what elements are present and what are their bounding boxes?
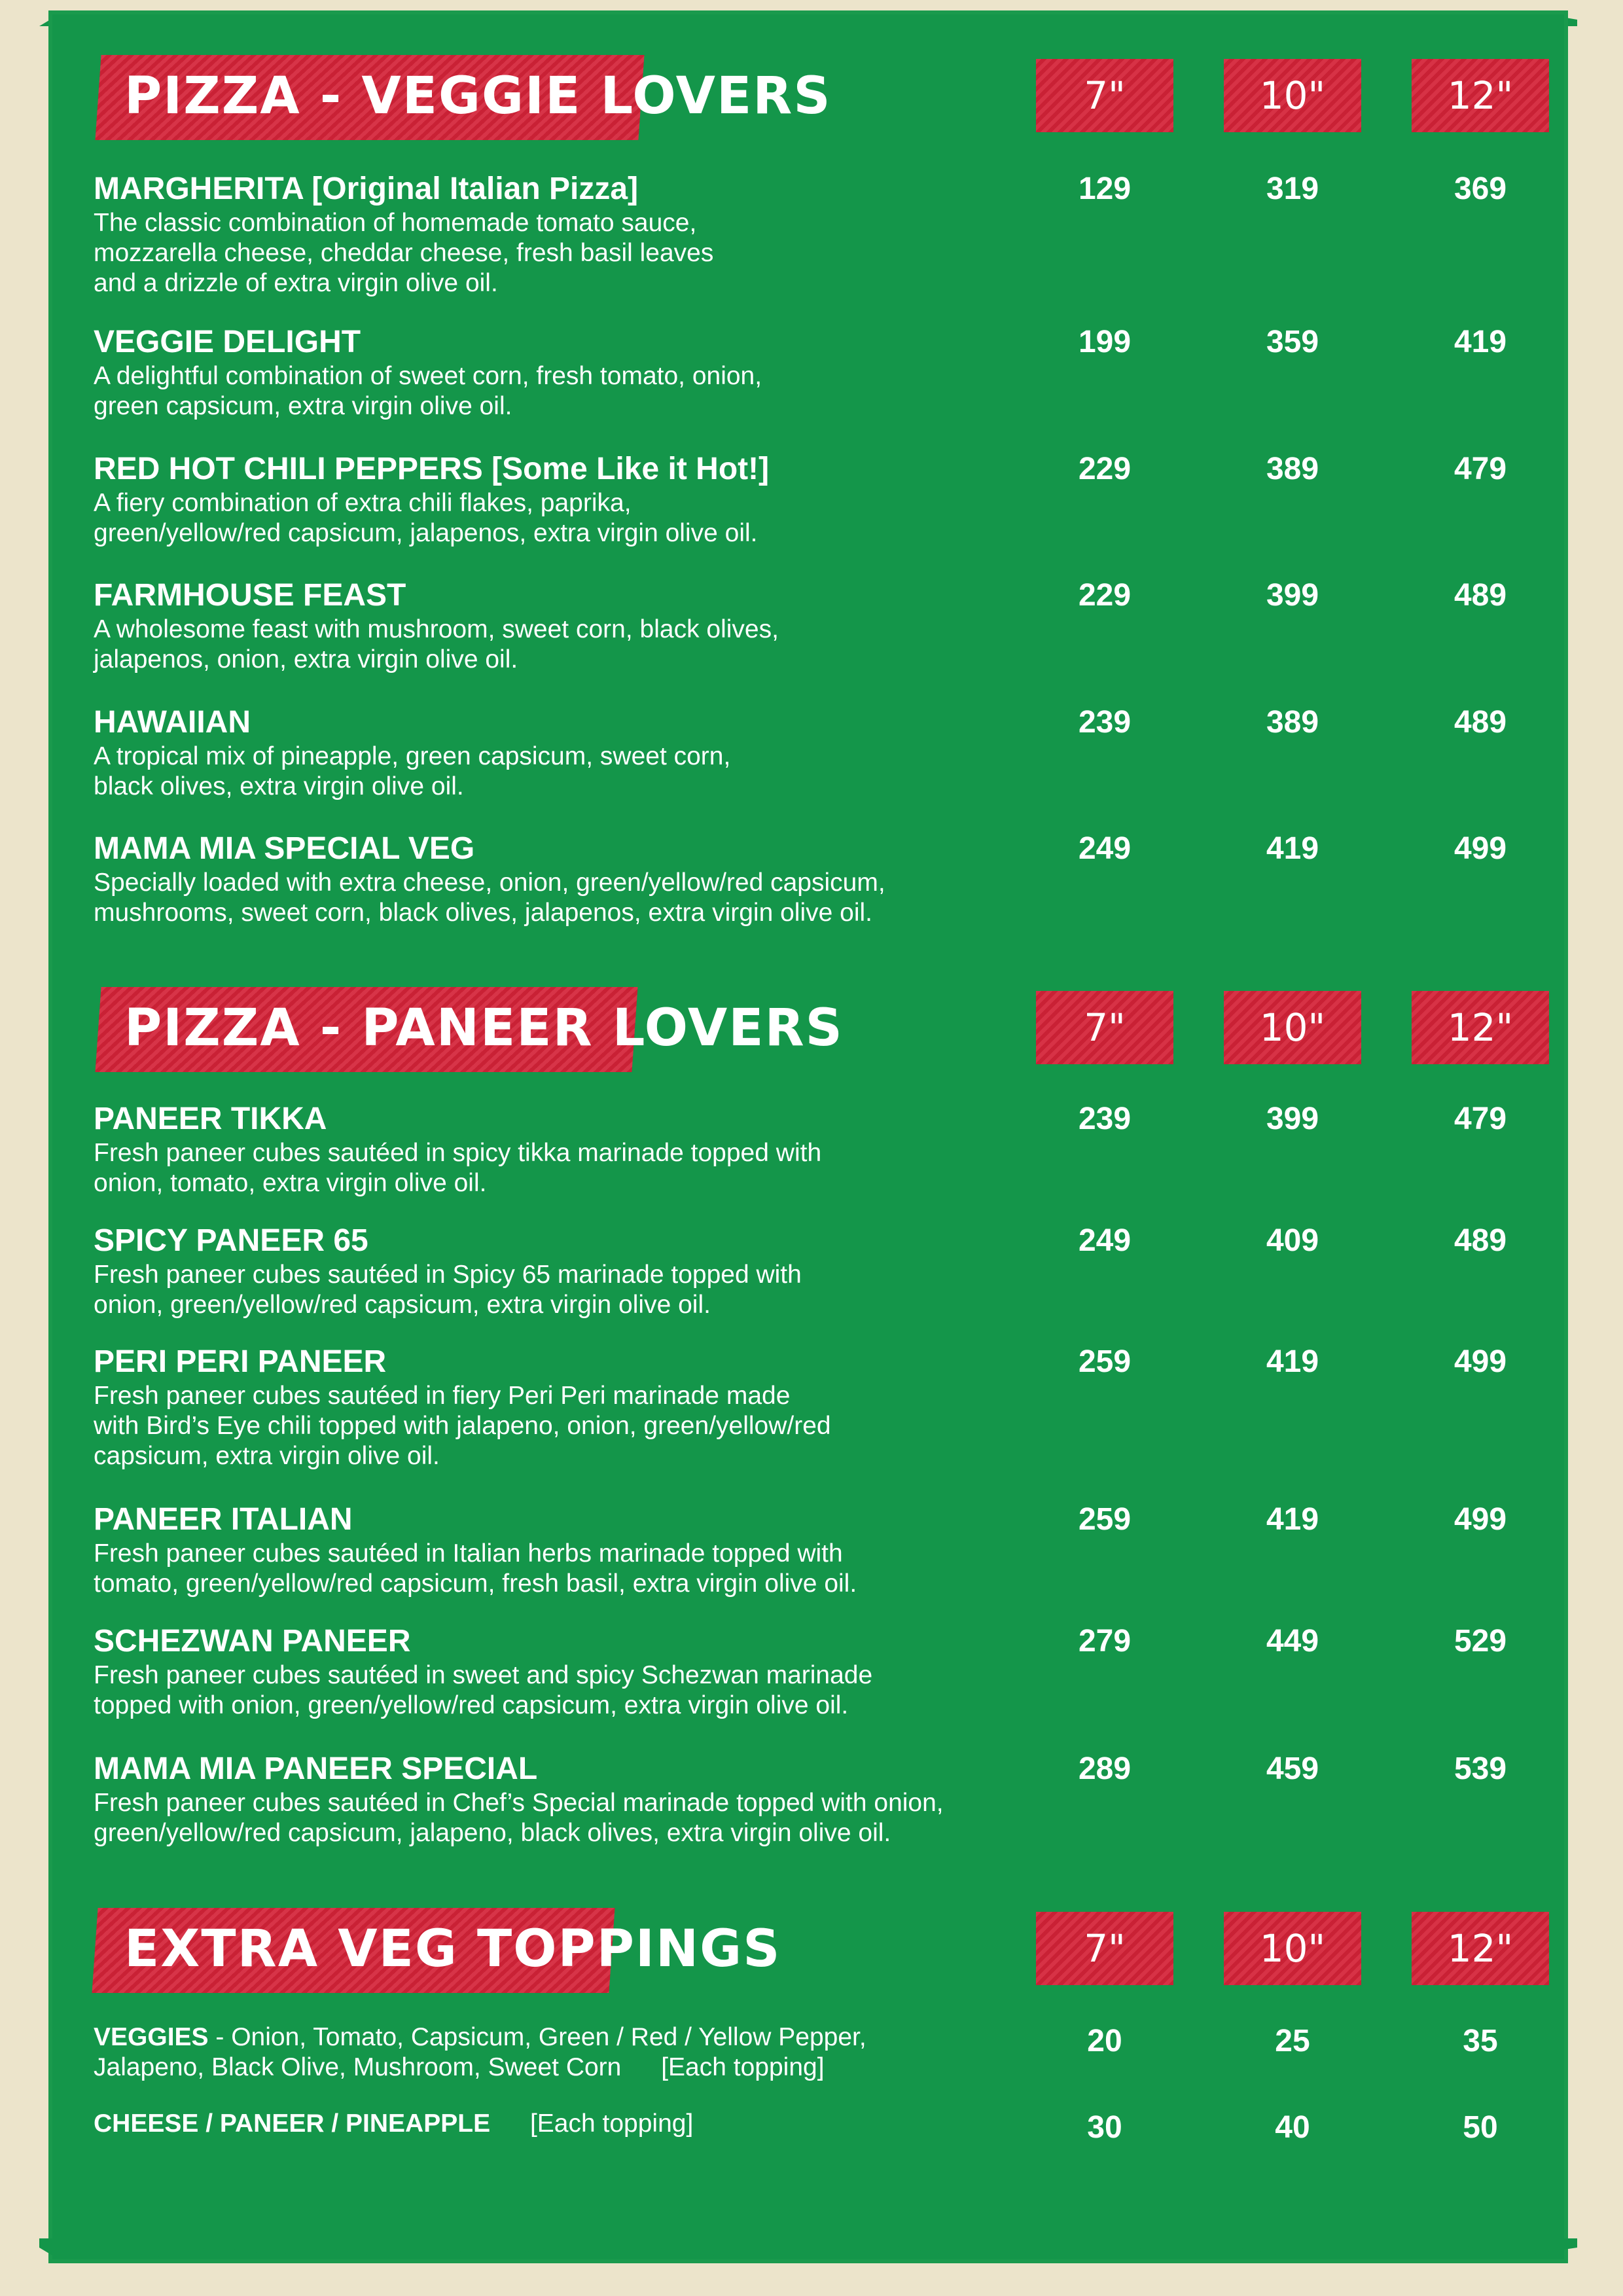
price-7: 249 <box>1078 1223 1132 1258</box>
item-description: Fresh paneer cubes sautéed in Spicy 65 marinade topped with onion, green/yellow/red capsicum, extra virgin olive oil. <box>94 1261 802 1319</box>
price-7: 249 <box>1078 831 1132 866</box>
price-7: 239 <box>1078 1102 1132 1136</box>
price-7: 229 <box>1078 452 1132 486</box>
menu-item <box>94 170 1560 298</box>
menu-item <box>94 577 1560 675</box>
menu-item <box>94 1100 1560 1198</box>
size-tab-7: 7" <box>1036 1912 1173 1985</box>
price-10: 359 <box>1266 325 1319 359</box>
price-10: 419 <box>1266 1344 1319 1379</box>
item-name: PANEER TIKKA <box>94 1102 327 1136</box>
menu-item <box>94 1222 1560 1320</box>
menu-item <box>94 704 1560 802</box>
price-7: 30 <box>1087 2110 1122 2145</box>
price-7: 289 <box>1078 1751 1132 1786</box>
item-name: MARGHERITA [Original Italian Pizza] <box>94 171 639 206</box>
price-10: 399 <box>1266 1102 1319 1136</box>
price-12: 489 <box>1454 578 1507 613</box>
price-7: 259 <box>1078 1344 1132 1379</box>
item-description: Fresh paneer cubes sautéed in fiery Peri Peri marinade made with Bird’s Eye chili topped with jalapeno, onion, green/yellow/red capsicum, extra virgin olive oil. <box>94 1382 831 1470</box>
price-12: 529 <box>1454 1624 1507 1659</box>
item-name: SCHEZWAN PANEER <box>94 1624 411 1659</box>
menu-item <box>94 323 1560 422</box>
price-12: 479 <box>1454 1102 1507 1136</box>
price-12: 479 <box>1454 452 1507 486</box>
size-tab-7: 7" <box>1036 991 1173 1064</box>
menu-panel <box>52 14 1564 2259</box>
size-tab-12: 12" <box>1412 991 1549 1064</box>
item-name: FARMHOUSE FEAST <box>94 578 406 613</box>
item-description: A tropical mix of pineapple, green capsicum, sweet corn, black olives, extra virgin olive oil. <box>94 742 731 800</box>
section-header-veggie <box>52 55 1564 147</box>
topping-list-line2: Jalapeno, Black Olive, Mushroom, Sweet Corn <box>94 2053 622 2081</box>
price-7: 129 <box>1078 171 1132 206</box>
price-12: 499 <box>1454 831 1507 866</box>
price-12: 50 <box>1463 2110 1498 2145</box>
item-description: A wholesome feast with mushroom, sweet corn, black olives, jalapenos, onion, extra virgin olive oil. <box>94 615 779 673</box>
price-10: 399 <box>1266 578 1319 613</box>
torn-edge-bottom <box>39 2238 1577 2265</box>
price-7: 229 <box>1078 578 1132 613</box>
item-name: PANEER ITALIAN <box>94 1502 353 1537</box>
menu-item <box>94 1343 1560 1471</box>
price-12: 499 <box>1454 1502 1507 1537</box>
section-title: EXTRA VEG TOPPINGS <box>124 1920 781 1979</box>
item-description: Fresh paneer cubes sautéed in spicy tikka marinade topped with onion, tomato, extra virgin olive oil. <box>94 1139 822 1197</box>
price-12: 35 <box>1463 2024 1498 2058</box>
size-tab-12: 12" <box>1412 1912 1549 1985</box>
menu-item <box>94 830 1560 928</box>
price-10: 389 <box>1266 705 1319 740</box>
item-name: RED HOT CHILI PEPPERS [Some Like it Hot!] <box>94 452 770 486</box>
menu-item <box>94 1623 1560 1721</box>
topping-row-veggies <box>94 2022 1560 2083</box>
price-10: 25 <box>1275 2024 1310 2058</box>
size-tab-12: 12" <box>1412 59 1549 132</box>
price-7: 279 <box>1078 1624 1132 1659</box>
item-name: HAWAIIAN <box>94 705 251 740</box>
price-7: 259 <box>1078 1502 1132 1537</box>
item-description: A fiery combination of extra chili flakes, paprika, green/yellow/red capsicum, jalapenos, extra virgin olive oil. <box>94 489 758 547</box>
price-7: 20 <box>1087 2024 1122 2058</box>
topping-list: - Onion, Tomato, Capsicum, Green / Red / Yellow Pepper, <box>208 2023 866 2051</box>
item-name: PERI PERI PANEER <box>94 1344 387 1379</box>
item-name: VEGGIE DELIGHT <box>94 325 361 359</box>
section-header-paneer <box>52 987 1564 1079</box>
item-description: Fresh paneer cubes sautéed in Italian herbs marinade topped with tomato, green/yellow/red capsicum, fresh basil, extra virgin olive oil. <box>94 1539 857 1598</box>
price-12: 489 <box>1454 705 1507 740</box>
item-description: Specially loaded with extra cheese, onion, green/yellow/red capsicum, mushrooms, sweet corn, black olives, jalapenos, extra virgin olive oil. <box>94 869 885 927</box>
section-title: PIZZA - VEGGIE LOVERS <box>124 67 832 126</box>
menu-item <box>94 1750 1560 1848</box>
menu-item <box>94 1501 1560 1599</box>
size-tab-10: 10" <box>1224 1912 1361 1985</box>
price-12: 419 <box>1454 325 1507 359</box>
price-10: 40 <box>1275 2110 1310 2145</box>
price-10: 419 <box>1266 1502 1319 1537</box>
price-7: 239 <box>1078 705 1132 740</box>
item-description: The classic combination of homemade tomato sauce, mozzarella cheese, cheddar cheese, fresh basil leaves and a drizzle of extra virgin olive oil. <box>94 209 714 297</box>
price-10: 459 <box>1266 1751 1319 1786</box>
topping-row-cheese <box>94 2109 1560 2145</box>
topping-label: CHEESE / PANEER / PINEAPPLE <box>94 2109 491 2138</box>
topping-note: [Each topping] <box>661 2053 825 2081</box>
price-10: 389 <box>1266 452 1319 486</box>
topping-note: [Each topping] <box>529 2109 694 2138</box>
item-description: Fresh paneer cubes sautéed in Chef’s Special marinade topped with onion, green/yellow/red capsicum, jalapeno, black olives, extra virgin olive oil. <box>94 1789 944 1847</box>
price-12: 499 <box>1454 1344 1507 1379</box>
size-tab-7: 7" <box>1036 59 1173 132</box>
item-name: MAMA MIA PANEER SPECIAL <box>94 1751 538 1786</box>
item-name: MAMA MIA SPECIAL VEG <box>94 831 475 866</box>
price-10: 449 <box>1266 1624 1319 1659</box>
item-description: A delightful combination of sweet corn, fresh tomato, onion, green capsicum, extra virgin olive oil. <box>94 362 762 420</box>
price-10: 319 <box>1266 171 1319 206</box>
price-7: 199 <box>1078 325 1132 359</box>
size-tab-10: 10" <box>1224 991 1361 1064</box>
item-name: SPICY PANEER 65 <box>94 1223 368 1258</box>
size-tab-10: 10" <box>1224 59 1361 132</box>
item-description: Fresh paneer cubes sautéed in sweet and spicy Schezwan marinade topped with onion, green/yellow/red capsicum, extra virgin olive oil. <box>94 1661 873 1719</box>
topping-label: VEGGIES <box>94 2023 209 2051</box>
section-header-toppings <box>52 1908 1564 2000</box>
price-12: 369 <box>1454 171 1507 206</box>
price-12: 539 <box>1454 1751 1507 1786</box>
price-10: 419 <box>1266 831 1319 866</box>
menu-item <box>94 450 1560 548</box>
price-12: 489 <box>1454 1223 1507 1258</box>
price-10: 409 <box>1266 1223 1319 1258</box>
section-title: PIZZA - PANEER LOVERS <box>124 999 844 1058</box>
